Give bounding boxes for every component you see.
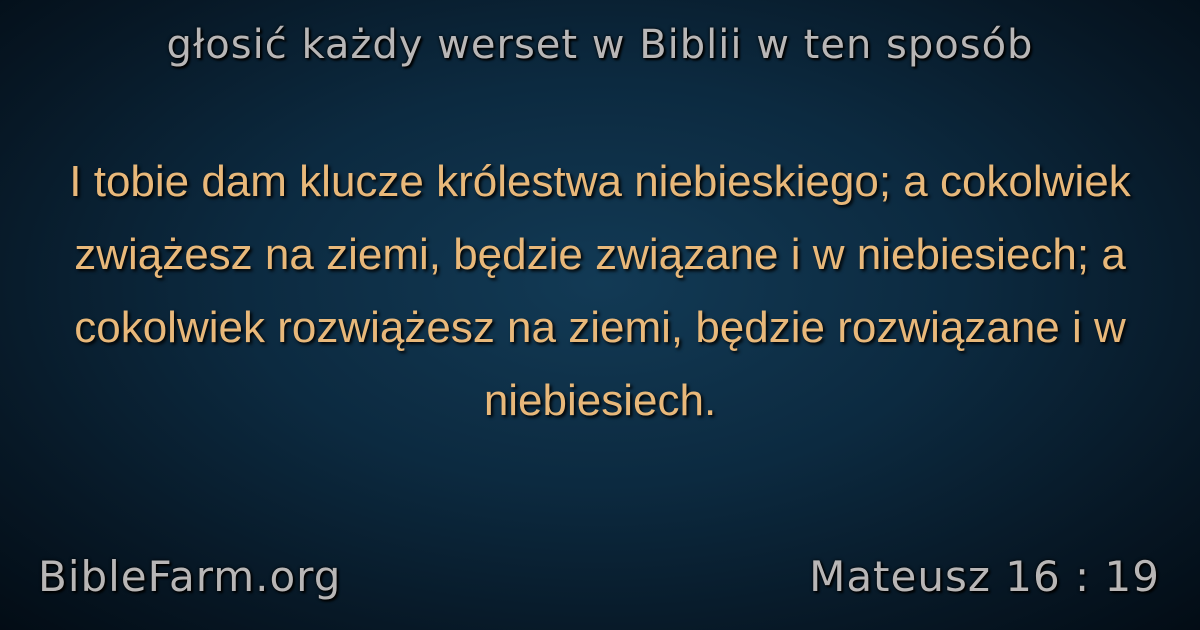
tagline: głosić każdy werset w Biblii w ten sposób [166, 22, 1034, 68]
verse-text: I tobie dam klucze królestwa niebieskiego; a cokolwiek zwiążesz na ziemi, będzie związane i w niebiesiech; a cokolwiek rozwiążesz na ziemi, będzie rozwiązane i w niebiesiech. [69, 157, 1131, 425]
site-name: BibleFarm.org [38, 552, 342, 601]
verse-reference: Mateusz 16 : 19 [809, 552, 1160, 601]
